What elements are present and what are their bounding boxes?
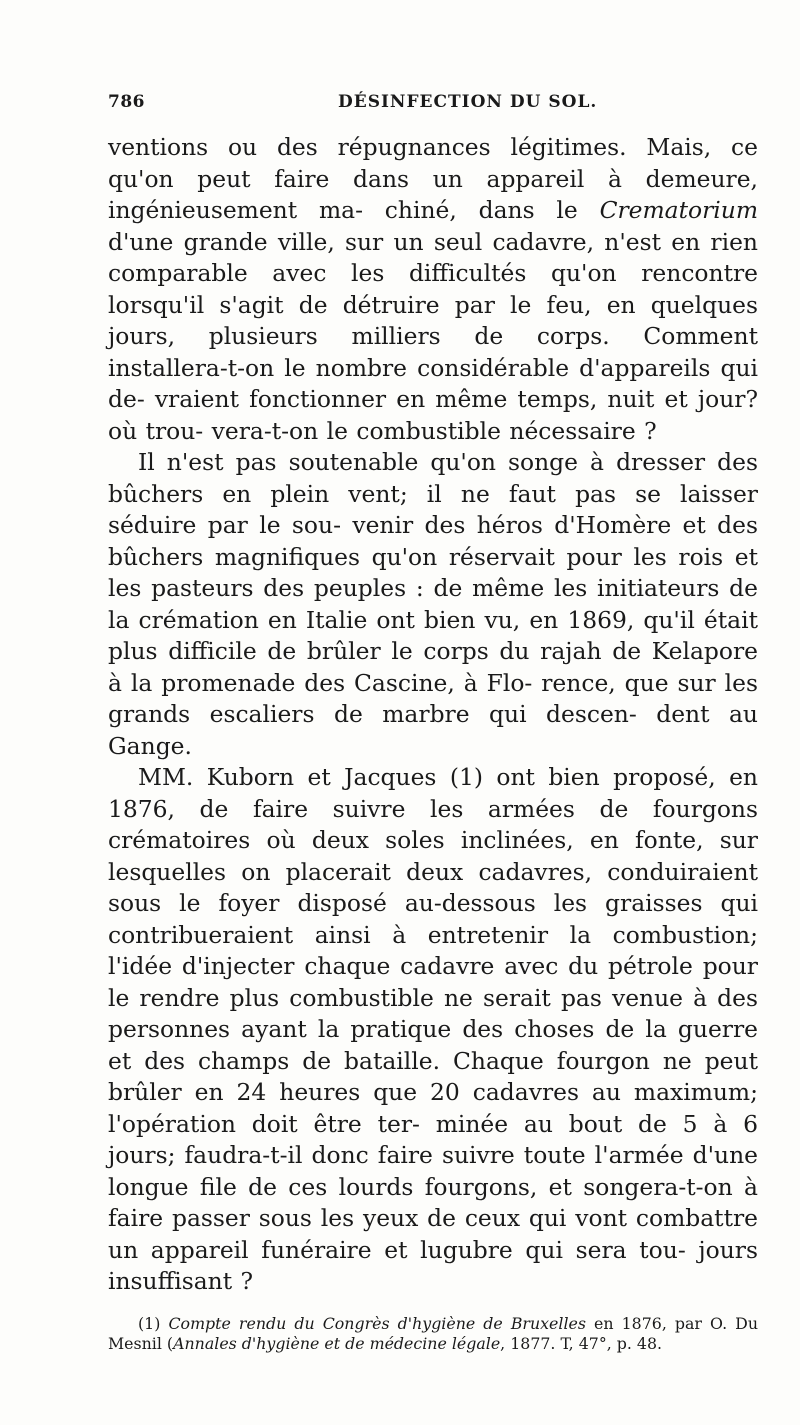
paragraph-3: MM. Kuborn et Jacques (1) ont bien proposé, en 1876, de faire suivre les armées de fourgons crématoires où deux soles inclinées, en fonte, sur lesquelles on placerait deux cadavres, conduiraient sous le foyer disposé au-dessous les graisses qui contribueraient ainsi à entretenir la combustion; l'idée d'injecter chaque cadavre avec du pétrole pour le rendre plus combustible ne serait pas venue à des personnes ayant la pratique des choses de la guerre et des champs de bataille. Chaque fourgon ne peut brûler en 24 heures que 20 cadavres au maximum; l'opération doit être ter- minée au bout de 5 à 6 jours; faudra-t-il donc faire suivre toute l'armée d'une longue file de ces lourds fourgons, et songera-t-on à faire passer sous les yeux de ceux qui vont combattre un appareil funéraire et lugubre qui sera tou- jours insuffisant ? bbox=[108, 763, 758, 1295]
footnote-title: Compte rendu du Congrès d'hygiène de Bruxelles bbox=[168, 1313, 586, 1333]
body-text bbox=[108, 132, 758, 1298]
paragraph-1-text-rest: d'une grande ville, sur un seul cadavre, n'est en rien comparable avec les difficultés qu'on rencontre lorsqu'il s'agit de détruire par le feu, en quelques jours, plusieurs milliers de corps. Comment installera-t-on le nombre considérable d'appareils qui de- vraient fonctionner en même temps, nuit et jour? où trou- vera-t-on le combustible nécessaire ? bbox=[108, 227, 758, 445]
footnote-middle: en 1876, par O. Du Mesnil ( bbox=[108, 1313, 758, 1353]
page-number: 786 bbox=[108, 92, 145, 112]
footnote bbox=[108, 1314, 758, 1354]
footnote-marker: (1) bbox=[138, 1313, 161, 1333]
chapter-title: DÉSINFECTION DU SOL. bbox=[338, 92, 598, 112]
crematorium-term: Crematorium bbox=[599, 196, 758, 224]
footnote-end: , 1877. T, 47°, p. 48. bbox=[500, 1333, 663, 1353]
document-page bbox=[108, 92, 758, 1354]
paragraph-1-text: ventions ou des répugnances légitimes. Mais, ce qu'on peut faire dans un appareil à demeure, ingénieusement ma- chiné, dans le bbox=[108, 133, 758, 224]
footnote-journal: Annales d'hygiène et de médecine légale bbox=[173, 1333, 501, 1353]
paragraph-1 bbox=[108, 132, 758, 447]
paragraph-2: Il n'est pas soutenable qu'on songe à dresser des bûchers en plein vent; il ne faut pas se laisser séduire par le sou- venir des héros d'Homère et des bûchers magnifiques qu'on réservait pour les rois et les pasteurs des peuples : de même les initiateurs de la crémation en Italie ont bien vu, en 1869, qu'il était plus difficile de brûler le corps du rajah de Kelapore à la promenade des Cascine, à Flo- rence, que sur les grands escaliers de marbre qui descen- dent au Gange. bbox=[108, 448, 758, 760]
running-head bbox=[108, 92, 758, 126]
